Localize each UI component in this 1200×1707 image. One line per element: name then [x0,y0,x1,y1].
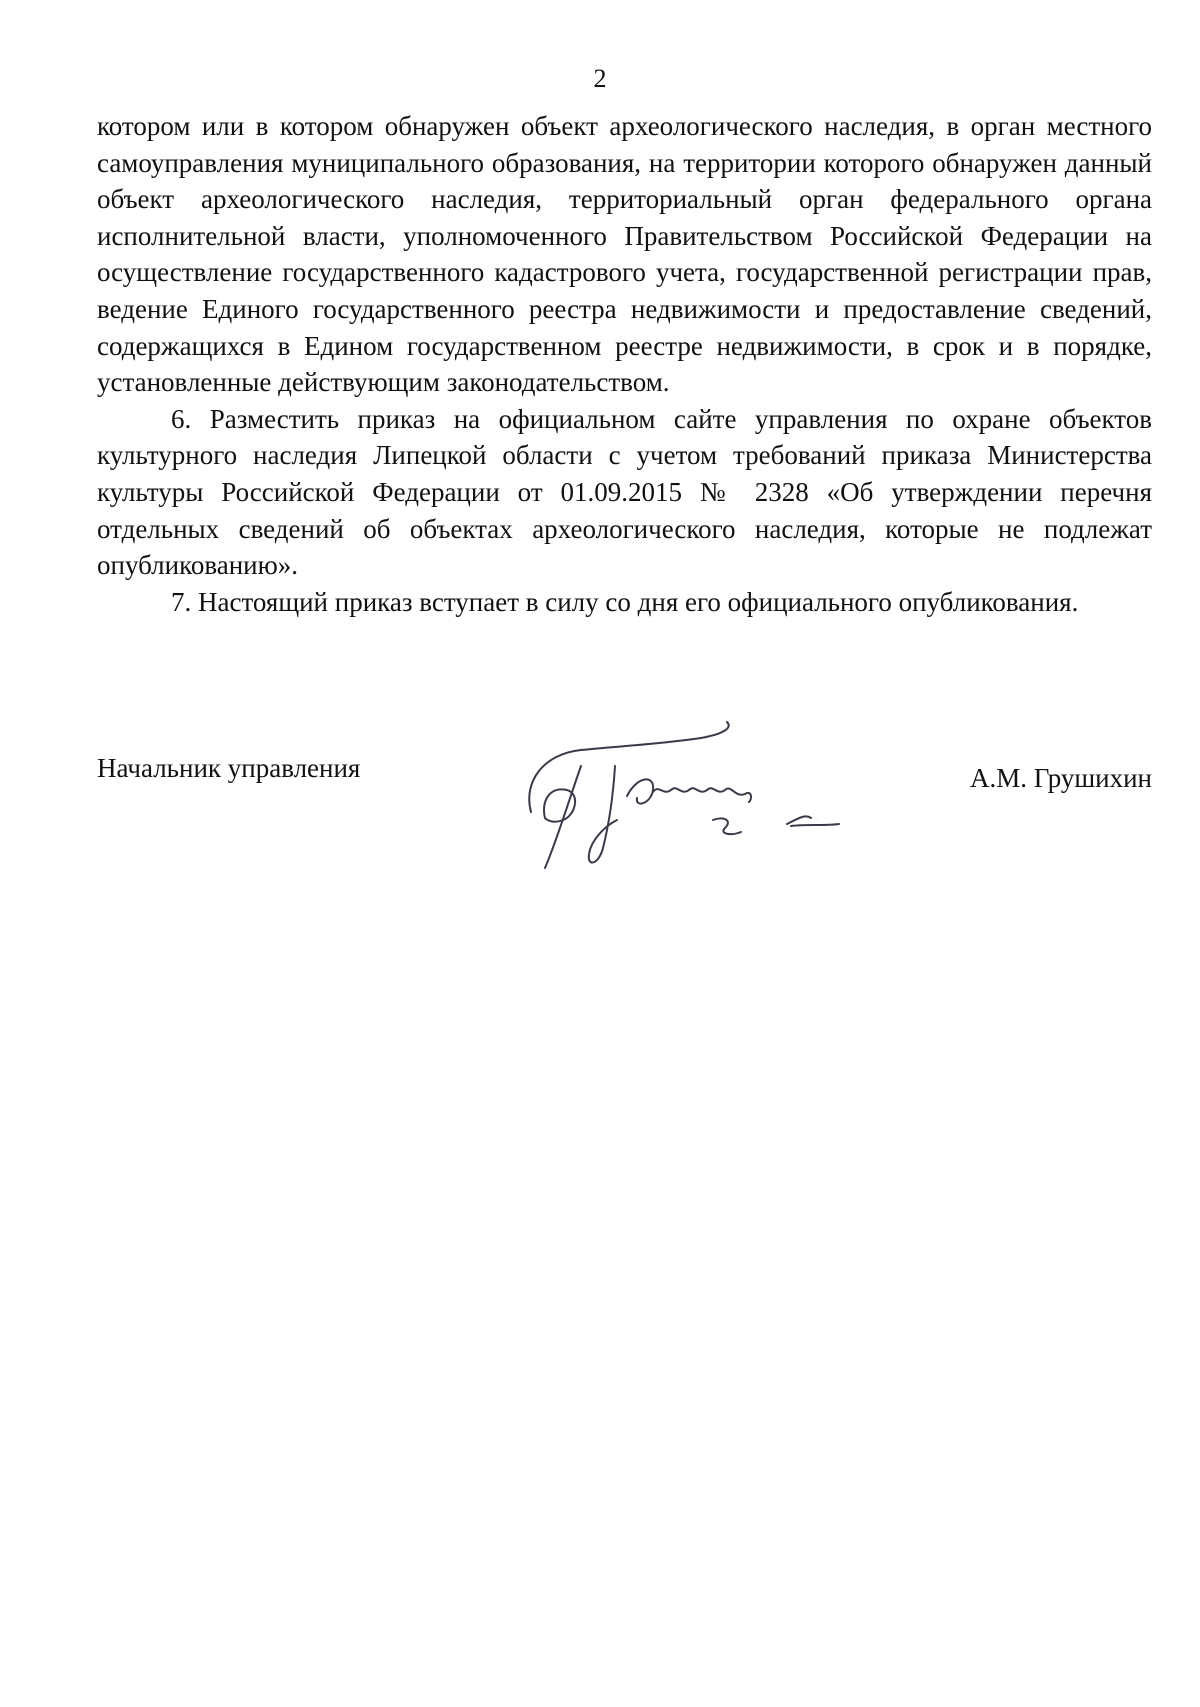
paragraph-item-6: 6. Разместить приказ на официальном сайте управления по охране объектов культурного наследия Липецкой области с учетом требований приказа Министерства культуры Российской Федерации от 01.09.2015 № 2328 «Об утверждении перечня отдельных сведений об объектах археологического наследия, которые не подлежат опубликованию». [97,403,1152,581]
signature-block [97,740,1152,890]
page-number: 2 [593,64,607,93]
paragraph-item-7: 7. Настоящий приказ вступает в силу со дня его официального опубликования. [171,586,1079,617]
signatory-position: Начальник управления [97,753,361,783]
handwritten-signature [487,700,907,880]
signatory-name: А.М. Грушихин [970,763,1152,793]
document-body [97,108,1152,620]
paragraph-continuation: котором или в котором обнаружен объект археологического наследия, в орган местного самоуправления муниципального образования, на территории которого обнаружен данный объект археологического наследия, территориальный орган федерального органа исполнительной власти, уполномоченного Правительством Российской Федерации на осуществление государственного кадастрового учета, государственной регистрации прав, ведение Единого государственного реестра недвижимости и предоставление сведений, содержащихся в Едином государственном реестре недвижимости, в срок и в порядке, установленные действующим законодательством. [97,111,1152,398]
